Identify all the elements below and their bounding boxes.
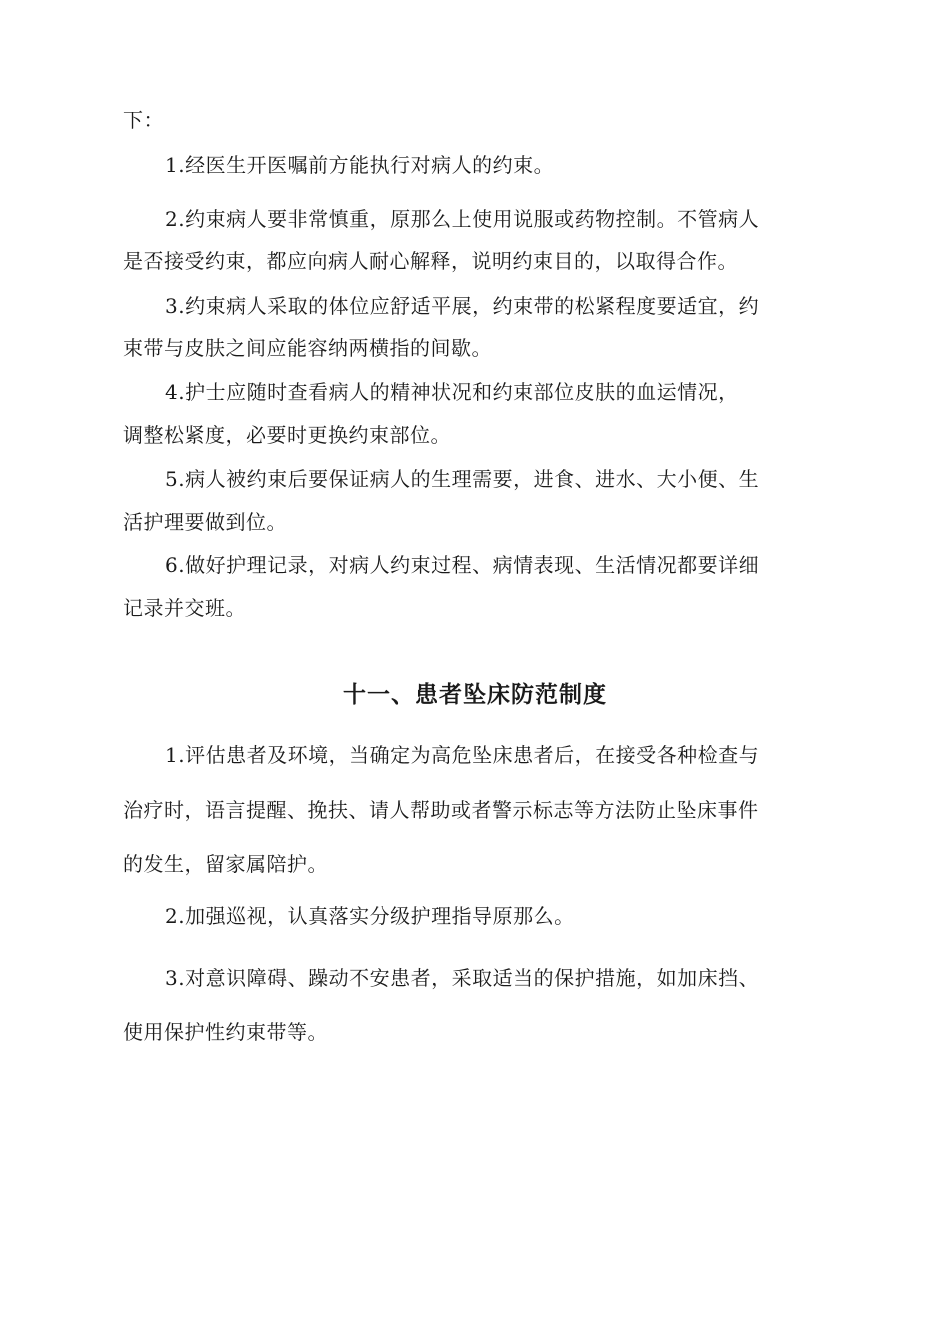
restraint-item-2-line-1: 2.约束病人要非常慎重，原那么上使用说服或药物控制。不管病人	[165, 207, 760, 231]
fall-item-3-line-1: 3.对意识障碍、躁动不安患者，采取适当的保护措施，如加床挡、	[165, 966, 760, 990]
restraint-item-5-line-2: 活护理要做到位。	[123, 510, 287, 534]
fall-item-1-line-2: 治疗时，语言提醒、挽扶、请人帮助或者警示标志等方法防止坠床事件	[123, 798, 759, 822]
fall-item-1-line-1: 1.评估患者及环境，当确定为高危坠床患者后，在接受各种检查与	[165, 743, 760, 767]
restraint-item-4-line-1: 4.护士应随时查看病人的精神状况和约束部位皮肤的血运情况，	[165, 380, 739, 404]
restraint-item-5-line-1: 5.病人被约束后要保证病人的生理需要，进食、进水、大小便、生	[165, 467, 760, 491]
restraint-item-2-line-2: 是否接受约束，都应向病人耐心解释，说明约束目的，以取得合作。	[123, 249, 738, 273]
restraint-item-4-line-2: 调整松紧度，必要时更换约束部位。	[123, 423, 451, 447]
restraint-item-3-line-2: 束带与皮肤之间应能容纳两横指的间歇。	[123, 336, 492, 360]
restraint-item-6-line-2: 记录并交班。	[123, 596, 246, 620]
restraint-item-1-line-1: 1.经医生开医嘱前方能执行对病人的约束。	[165, 153, 555, 177]
section-heading-fall-prevention: 十一、患者坠床防范制度	[343, 682, 607, 708]
fall-item-3-line-2: 使用保护性约束带等。	[123, 1020, 328, 1044]
restraint-item-6-line-1: 6.做好护理记录，对病人约束过程、病情表现、生活情况都要详细	[165, 553, 760, 577]
lead-text: 下：	[123, 108, 164, 132]
fall-item-1-line-3: 的发生，留家属陪护。	[123, 852, 328, 876]
fall-item-2-line-1: 2.加强巡视，认真落实分级护理指导原那么。	[165, 904, 575, 928]
restraint-item-3-line-1: 3.约束病人采取的体位应舒适平展，约束带的松紧程度要适宜，约	[165, 294, 760, 318]
